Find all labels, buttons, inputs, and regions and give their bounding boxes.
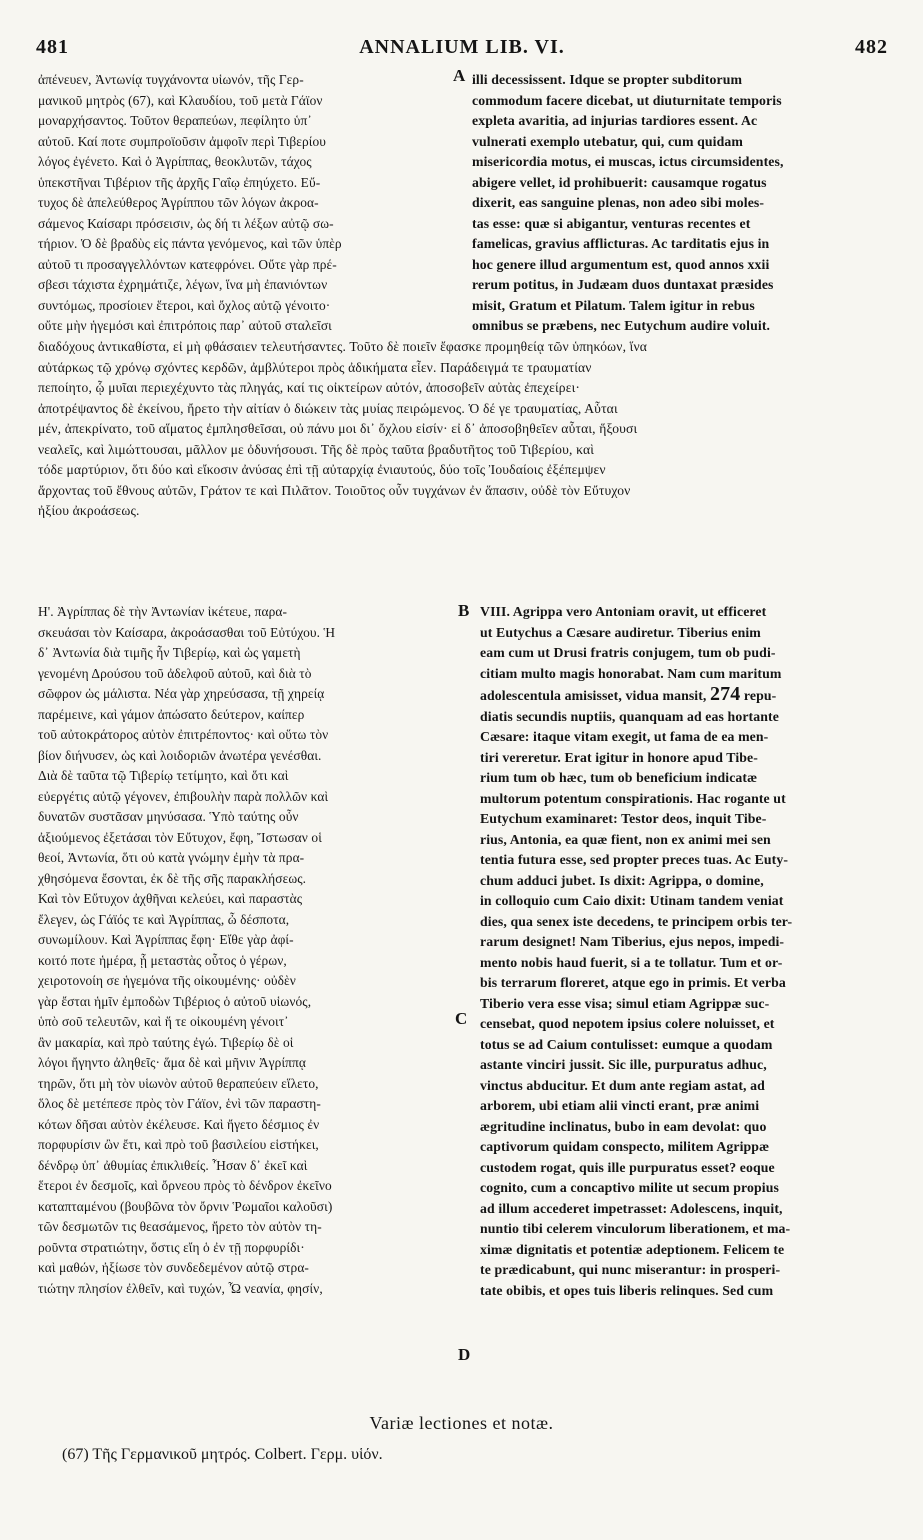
greek-text-line: εὐεργέτις αὐτῷ γέγονεν, ἐπιβουλὴν παρὰ πολλῶν καὶ bbox=[38, 788, 329, 804]
latin-text-line: eam cum ut Drusi fratris conjugem, tum ob pudi- bbox=[480, 645, 776, 660]
latin-text-line: ut Eutychus a Cæsare audiretur. Tiberius enim bbox=[480, 624, 761, 640]
greek-text-line: σῶφρον ὡς μάλιστα. Νέα γὰρ χηρεύσασα, τῇ χηρείᾳ bbox=[38, 686, 325, 701]
latin-text-line: cognito, cum a concaptivo milite ut secum propius bbox=[480, 1180, 779, 1195]
greek-text-line: δένδρῳ ὑπ᾿ ἀθυμίας ἐπικλιθείς. Ἦσαν δ᾿ ἐκεῖ καὶ bbox=[38, 1157, 308, 1173]
greek-text-line: Καὶ τὸν Εὔτυχον ἀχθῆναι κελεύει, καὶ παραστὰς bbox=[38, 891, 303, 906]
latin-text-line: commodum facere dicebat, ut diuturnitate temporis bbox=[472, 92, 782, 108]
greek-text-line: τοῦ αὐτοκράτορος αὐτὸν ἐπιτρέποντος· καὶ οὕτω τὸν bbox=[38, 727, 329, 742]
section2-greek-column bbox=[38, 602, 456, 1299]
latin-text-line: bis terrarum floreret, atque ego in primis. Et verba bbox=[480, 975, 786, 990]
latin-text-line: tentia futura esse, sed propter preces tuas. Ac Euty- bbox=[480, 852, 789, 867]
greek-text-line: οὔτε μὴν ἡγεμόσι καὶ ἐπιτρόποις παρ᾿ αὐτοῦ σταλεῖσι bbox=[38, 318, 332, 333]
greek-text-line: θεοί, Ἀντωνία, ὅτι οὐ κατὰ γνώμην ἐμὴν τὰ πρα- bbox=[38, 850, 305, 865]
page-number-right: 482 bbox=[855, 36, 888, 58]
latin-line-with-number: adolescentula amisisset, vidua mansit, 274 repu- bbox=[480, 684, 777, 705]
latin-text-line: multorum potentum conspirationis. Hac rogante ut bbox=[480, 790, 786, 806]
greek-text-line: βίον διήνυσεν, ὡς καὶ λοιδοριῶν ἀνωτέρα γενέσθαι. bbox=[38, 747, 322, 763]
greek-text-line: ροῦντα στρατιώτην, ὅστις εἴη ὁ ἐν τῇ πορφυρίδι· bbox=[38, 1239, 305, 1255]
footnote: (67) Τῆς Γερμανικοῦ μητρός. Colbert. Γερμ. υἱόν. bbox=[62, 1446, 383, 1463]
greek-text-line: παρέμεινε, καὶ γάμον ἀπώσατο δεύτερον, καίπερ bbox=[38, 706, 305, 722]
greek-text-line: μανικοῦ μητρὸς (67), καὶ Κλαυδίου, τοῦ μετὰ Γάϊον bbox=[38, 92, 323, 108]
greek-text-line: ὑπὸ σοῦ τελευτῶν, καὶ ἥ τε οἰκουμένη γένοιτ᾿ bbox=[38, 1014, 289, 1029]
greek-text-line: λόγος ἐγένετο. Καὶ ὁ Ἀγρίππας, θεοκλυτῶν, τάχος bbox=[38, 154, 312, 169]
latin-text-line: tas esse: quæ si abigantur, venturas recentes et bbox=[472, 215, 751, 231]
latin-text-line: tiri vereretur. Erat igitur in honore apud Tibe- bbox=[480, 749, 758, 765]
latin-text-line: illi decessissent. Idque se propter subditorum bbox=[472, 72, 743, 87]
greek-text-line: τῶν δεσμωτῶν τις θεασάμενος, ἤρετο τὸν αὐτὸν τη- bbox=[38, 1219, 322, 1234]
latin-text-line: mento nobis haud fuerit, si a te tollatur. Tum et or- bbox=[480, 954, 783, 970]
greek-text-line: μοναρχήσαντος. Τοῦτον θεραπεύων, πεφίλητο ὑπ᾿ bbox=[38, 113, 312, 128]
latin-text-line: omnibus se præbens, nec Eutychum audire voluit. bbox=[472, 318, 771, 333]
latin-text-line: chum adduci jubet. Is dixit: Agrippa, o domine, bbox=[480, 872, 764, 888]
greek-text-line: αὐτοῦ τι προσαγγελλόντων κατεφρόνει. Οὔτε γὰρ πρέ- bbox=[38, 256, 337, 272]
latin-text-line: rius, Antonia, ea quæ fient, non ex animi mei sen bbox=[480, 831, 771, 847]
greek-text-line: αὐτάρκως τῷ χρόνῳ σχόντες κερδῶν, ἀμβλύτεροι πρὸς ἀδικήματα εἶεν. Παράδειγμά τε τραυματίαν bbox=[38, 359, 592, 375]
latin-text-line: famelicas, gravius afflicturas. Ac tarditatis ejus in bbox=[472, 236, 770, 251]
latin-text-line: ægritudine inclinatus, bubo in eam devolat: quo bbox=[480, 1118, 767, 1134]
greek-text-line: ἀξιούμενος ἐξετάσαι τὸν Εὔτυχον, ἔφη, Ἴστωσαν οἱ bbox=[38, 829, 322, 845]
latin-text-line: ad illum accederet impetrasset: Adolescens, inquit, bbox=[480, 1200, 783, 1216]
latin-text-line: dixerit, eas sanguine plenas, non adeo sibi moles- bbox=[472, 195, 765, 210]
margin-marker-c: C bbox=[455, 1009, 468, 1028]
latin-text-line: dies, qua senex iste decedens, te principem orbis ter- bbox=[480, 913, 793, 929]
greek-text-line: νεαλεῖς, καὶ λιμώττουσαι, μᾶλλον με ὀδυνήσουσι. Τῆς δὲ πρὸς ταῦτα βραδυτῆτος τοῦ Τιβερίου, καὶ bbox=[38, 441, 595, 457]
greek-text-line: σκευάσαι τὸν Καίσαρα, ἀκροάσασθαι τοῦ Εὐτύχου. Ἡ bbox=[38, 624, 336, 640]
latin-text-line: captivorum quidam conspecto, militem Agrippæ bbox=[480, 1139, 770, 1154]
running-title: ANNALIUM LIB. VI. bbox=[359, 36, 565, 58]
latin-text-line: in colloquio cum Caio dixit: Utinam tandem veniat bbox=[480, 893, 784, 908]
greek-text-line: Διὰ δὲ ταῦτα τῷ Τιβερίῳ τετίμητο, καὶ ὅτι καὶ bbox=[38, 768, 289, 783]
greek-text-line: κότων δῆσαι αὐτὸν ἐκέλευσε. Καὶ ἤγετο δέσμιος ἐν bbox=[38, 1116, 320, 1132]
greek-text-line: ἂν μακαρία, καὶ πρὸ ταύτης ἐγώ. Τιβερίῳ δὲ οἱ bbox=[38, 1034, 294, 1050]
greek-text-line: τήριον. Ὁ δὲ βραδὺς εἰς πάντα γενόμενος, καὶ τῶν ὑπὲρ bbox=[38, 236, 342, 251]
latin-text-line: rerum potitus, in Judæam duos duntaxat præsides bbox=[472, 277, 774, 292]
latin-text-line: diatis secundis nuptiis, quanquam ad eas hortante bbox=[480, 708, 779, 724]
latin-text-line: misericordia motus, ei muscas, ictus circumsidentes, bbox=[472, 154, 784, 169]
greek-text-line: αὐτοῦ. Καί ποτε συμπροϊοῦσιν ἀμφοῖν περὶ Τιβερίου bbox=[38, 133, 326, 149]
greek-text-line: τιώτην πλησίον ἐλθεῖν, καὶ τυχών, Ὦ νεανία, φησίν, bbox=[38, 1280, 323, 1296]
greek-text-line: λόγοι ἤγηντο ἀληθεῖς· ἅμα δὲ καὶ μῆνιν Ἀγρίππᾳ bbox=[38, 1055, 306, 1070]
greek-text-line: γενομένη Δρούσου τοῦ ἀδελφοῦ αὐτοῦ, καὶ διὰ τὸ bbox=[38, 665, 312, 681]
latin-text-line: Cæsare: itaque vitam exegit, ut fama de ea men- bbox=[480, 729, 769, 744]
margin-marker-b: B bbox=[458, 601, 470, 620]
section1-greek-fullwidth bbox=[38, 337, 888, 522]
latin-text-line: hoc genere illud argumentum est, quod annos xxii bbox=[472, 256, 770, 272]
greek-text-line: ὑπεκστῆναι Τιβέριον τῆς ἀρχῆς Γαΐῳ ἐπηύχετο. Εὔ- bbox=[38, 174, 321, 190]
greek-text-line: ἄρχοντας τοῦ ἔθνους αὐτῶν, Γράτον τε καὶ Πιλᾶτον. Τοιοῦτος οὖν τυγχάνων ἐν ἅπασιν, οὐδὲ τὸν Εὔτυχον bbox=[38, 482, 631, 498]
greek-text-line: ἠξίου ἀκροάσεως. bbox=[38, 503, 140, 518]
greek-text-line: ἔλεγεν, ὡς Γάϊός τε καὶ Ἀγρίππας, ὦ δέσποτα, bbox=[38, 911, 290, 927]
greek-text-line: σβεσι τάχιστα ἐχρημάτιζε, λέγων, ἵνα μὴ ἐπανιόντων bbox=[38, 277, 328, 292]
section2-latin-column bbox=[480, 602, 888, 1301]
latin-text-line: tate obibis, et opes tuis liberis relinques. Sed cum bbox=[480, 1282, 774, 1298]
greek-text-line: τόδε μαρτύριον, ὅτι δύο καὶ εἴκοσιν ἀνύσας ἐπὶ τῇ αὐταρχίᾳ ἐνιαυτούς, δύο τοῖς Ἰουδαίοις ἐξέπεμψεν bbox=[38, 462, 606, 477]
latin-text-line: citiam multo magis honorabat. Nam cum maritum bbox=[480, 665, 782, 681]
latin-text-line: rium tum ob hæc, tum ob beneficium indicatæ bbox=[480, 770, 758, 785]
greek-text-line: δ᾿ Ἀντωνία διὰ τιμῆς ἦν Τιβερίῳ, καὶ ὡς γαμετὴ bbox=[38, 645, 301, 660]
greek-text-line: ἕτεροι ἐν δεσμοῖς, καὶ ὄρνεου πρὸς τὸ δένδρον ἐκεῖνο bbox=[38, 1178, 332, 1193]
greek-text-line: ὅλος δὲ μετέπεσε πρὸς τὸν Γάϊον, ἑνὶ τῶν παραστη- bbox=[38, 1096, 321, 1111]
latin-text-line: custodem rogat, quis ille purpuratus esset? eoque bbox=[480, 1159, 775, 1175]
greek-text-line: ἀποτρέψαντος δὲ ἐκείνου, ἤρετο τὴν αἰτίαν ὁ διώκειν τὰς μυίας πειρώμενος. Ὁ δέ γε τραυματίας, Αὗται bbox=[38, 400, 618, 416]
greek-text-line: κοιτό ποτε ἡμέρα, ᾗ μεταστὰς οὗτος ὁ γέρων, bbox=[38, 952, 287, 968]
latin-text-line: misit, Gratum et Pilatum. Talem igitur in rebus bbox=[472, 297, 755, 313]
latin-text-line: Eutychum examinaret: Testor deos, inquit Tibe- bbox=[480, 811, 767, 826]
greek-text-line: χειροτονοίη σε ἡγεμόνα τῆς οἰκουμένης· οὐδὲν bbox=[38, 973, 296, 988]
latin-text-line: arborem, ubi etiam alii vincti erant, præ animi bbox=[480, 1098, 760, 1113]
greek-text-line: πορφυρίσιν ὢν ἔτι, καὶ πρὸ τοῦ βασιλείου εἱστήκει, bbox=[38, 1137, 319, 1152]
greek-text-line: σάμενος Καίσαρι πρόσεισιν, ὡς δή τι λέξων αὐτῷ σω- bbox=[38, 215, 334, 231]
latin-text-line: totus se ad Caium contulisset: eumque a quodam bbox=[480, 1036, 773, 1052]
greek-text-line: συνωμίλουν. Καὶ Ἀγρίππας ἔφη· Εἴθε γὰρ ἀφί- bbox=[38, 932, 294, 947]
latin-text-line: te prædicabunt, qui nunc miserantur: in prosperi- bbox=[480, 1262, 781, 1277]
latin-text-line: expleta avaritia, ad injurias tardiores essent. Ac bbox=[472, 113, 758, 128]
latin-text-line: VIII. Agrippa vero Antoniam oravit, ut efficeret bbox=[480, 604, 767, 619]
greek-text-line: καὶ μαθών, ἠξίωσε τὸν συνδεδεμένον αὐτῷ στρα- bbox=[38, 1260, 309, 1275]
greek-text-line: πεποίητο, ᾧ μυῖαι περιεχέχυντο τὰς πληγάς, καί τις οἰκτείρων αὐτόν, ἀποσοβεῖν αὐτὰς ἐπεχείρει· bbox=[38, 380, 581, 395]
section1-greek-column bbox=[38, 70, 460, 337]
greek-text-line: διαδόχους ἀντικαθίστα, εἰ μὴ φθάσαιεν τελευτήσαντες. Τοῦτο δὲ ποιεῖν ἔφασκε προμηθείᾳ τῶν ὑπηκόων, ἵνα bbox=[38, 339, 648, 354]
greek-text-line: χθησόμενα ἔσονται, ἐκ δὲ τῆς σῆς παρακλήσεως. bbox=[38, 870, 307, 886]
greek-text-line: τυχος δὲ ἀπελεύθερος Ἀγρίππου τῶν λόγων ἀκροα- bbox=[38, 195, 319, 210]
margin-marker-d: D bbox=[458, 1345, 471, 1364]
latin-text-line: astante vinciri jussit. Sic ille, purpuratus adhuc, bbox=[480, 1057, 767, 1072]
latin-text-line: vulnerati exemplo utebatur, qui, cum quidam bbox=[472, 133, 743, 149]
latin-text-line: rarum designet! Nam Tiberius, ejus nepos, impedi- bbox=[480, 934, 785, 949]
latin-text-line: nuntio tibi celerem vinculorum liberationem, et ma- bbox=[480, 1221, 791, 1236]
latin-text-line: censebat, quod nepotem ipsius colere noluisset, et bbox=[480, 1016, 775, 1031]
latin-text-line: abigere vellet, id prohibuerit: causamque rogatus bbox=[472, 174, 767, 190]
section1-latin-column bbox=[472, 70, 886, 337]
notes-heading: Variæ lectiones et notæ. bbox=[369, 1413, 554, 1433]
latin-text-line: vinctus abducitur. Et dum ante regiam astat, ad bbox=[480, 1077, 765, 1093]
greek-text-line: τηρῶν, ὅτι μὴ τὸν υἱωνὸν αὐτοῦ θεραπεύειν εἵλετο, bbox=[38, 1075, 319, 1091]
page-number-left: 481 bbox=[36, 36, 69, 58]
margin-marker-a: A bbox=[453, 66, 466, 85]
greek-text-line: γὰρ ἔσται ἡμῖν ἐμποδὼν Τιβέριος ὁ αὐτοῦ υἱωνός, bbox=[38, 993, 312, 1009]
greek-text-line: δυνατῶν συστᾶσαν μηνύσασα. Ὑπὸ ταύτης οὖν bbox=[38, 809, 299, 824]
page-reference-number: 274 bbox=[710, 684, 741, 705]
greek-text-line: ἀπένευεν, Ἀντωνίᾳ τυγχάνοντα υἱωνόν, τῆς Γερ- bbox=[38, 72, 304, 87]
greek-text-line: καταπταμένου (βουβῶνα τὸν ὄρνιν Ῥωμαῖοι καλοῦσι) bbox=[38, 1198, 333, 1214]
latin-text-line: ximæ dignitatis et potentiæ adeptionem. Felicem te bbox=[480, 1241, 785, 1257]
running-header bbox=[36, 36, 888, 64]
greek-text-line: συντόμως, προσίοιεν ἕτεροι, καὶ ὄχλος αὐτῷ γένοιτο· bbox=[38, 297, 331, 313]
greek-text-line: μέν, ἀπεκρίνατο, τοῦ αἵματος ἐμπλησθεῖσαι, οὐ πάνυ μοι δι᾿ ὄχλου εἰσίν· εἰ δ᾿ ἀποσοβηθεῖεν αὗται, ἥξουσι bbox=[38, 421, 638, 436]
greek-text-line: Η'. Ἀγρίππας δὲ τὴν Ἀντωνίαν ἱκέτευε, παρα- bbox=[38, 604, 288, 619]
latin-text-line: Tiberio vera esse visa; simul etiam Agrippæ suc- bbox=[480, 995, 770, 1011]
